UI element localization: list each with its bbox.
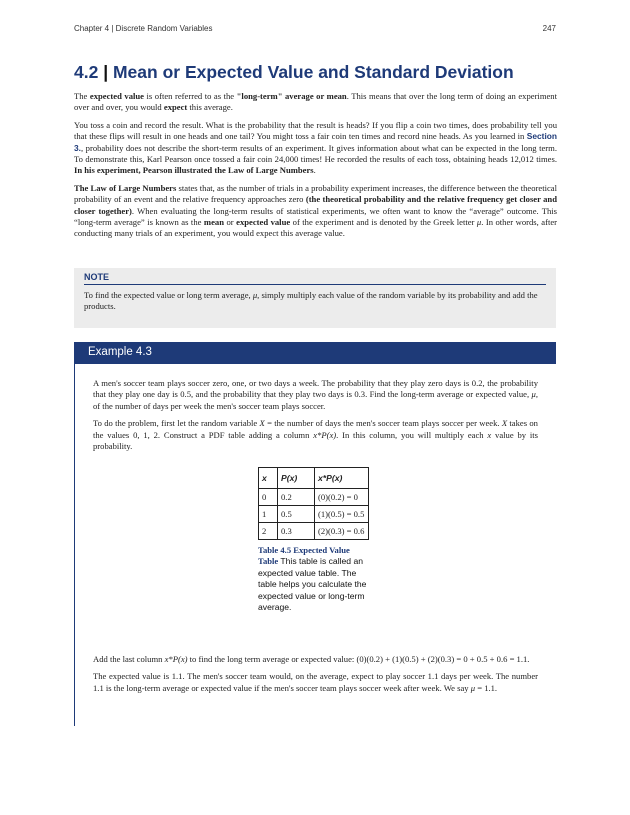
note-text: To find the expected value or long term average, μ, simply multiply each value of the random variable by its probability and add the products. xyxy=(84,290,538,312)
note-box xyxy=(74,268,556,328)
section-title xyxy=(74,62,574,83)
table-cell: 0 xyxy=(259,489,278,506)
table-caption-text: This table is called an expected value table. The table helps you calculate the expected value or long-term average. xyxy=(258,556,367,613)
table-row xyxy=(259,489,369,506)
table-caption-label: Table 4.5 Expected Value Table xyxy=(258,545,350,567)
table-header: x xyxy=(259,468,278,489)
table-cell: 1 xyxy=(259,506,278,523)
example-calculation: Add the last column x*P(x) to find the long term average or expected value: (0)(0.2) + (1)(0.5) + (2)(0.3) = 0 + 0.5 + 0.6 = 1.1. xyxy=(93,654,530,664)
section-3-link[interactable]: Section 3. xyxy=(74,131,557,153)
section-title-text: Mean or Expected Value and Standard Deviation xyxy=(112,62,514,82)
table-cell: (1)(0.5) = 0.5 xyxy=(315,506,369,523)
paragraph-coin-toss: You toss a coin and record the result. What is the probability that the result is heads? If you flip a coin two times, does probability tell you that these flips will result in one heads and one tail? You might toss a fair coin ten times and record nine heads. As you learned in Section 3., probability does not describe the short-term results of an experiment. It gives information about what can be expected in the long term. To demonstrate this, Karl Pearson once tossed a fair coin 24,000 times! He recorded the results of each toss, obtaining heads 12,012 times. In his experiment, Pearson illustrated the Law of Large Numbers. xyxy=(74,119,557,176)
example-conclusion: The expected value is 1.1. The men's soccer team would, on the average, expect to play soccer 1.1 days per week. The number 1.1 is the long-term average or expected value if the men's soccer team plays soccer week after week. We say μ = 1.1. xyxy=(93,671,538,693)
example-left-border xyxy=(74,364,75,726)
page-number: 247 xyxy=(542,24,556,33)
table-header-row xyxy=(259,468,369,489)
table-row xyxy=(259,523,369,540)
table-cell: 0.5 xyxy=(278,506,315,523)
example-title: Example 4.3 xyxy=(88,346,152,358)
example-problem: A men's soccer team plays soccer zero, one, or two days a week. The probability that they play zero days is 0.2, the probability that they play one day is 0.5, and the probability that they play two days is 0.3. Find the long-term average or expected value, μ, of the number of days per week the men's soccer team plays soccer. xyxy=(93,378,538,411)
table-cell: 0.3 xyxy=(278,523,315,540)
example-intro xyxy=(93,378,538,458)
table-cell: 0.2 xyxy=(278,489,315,506)
table-caption xyxy=(258,545,370,613)
paragraph-law-of-large-numbers: The Law of Large Numbers states that, as the number of trials in a probability experiment increases, the difference between the theoretical probability of an event and the relative frequency approaches zero (the theoretical probability and the relative frequency get closer and closer together). When evaluating the long-term results of statistical experiments, we often want to know the “average” outcome. This “long-term average” is known as the mean or expected value of the experiment and is denoted by the Greek letter μ. In other words, after conducting many trials of an experiment, you would expect this average value. xyxy=(74,182,558,239)
note-divider xyxy=(84,284,546,285)
table-header: P(x) xyxy=(278,468,315,489)
example-setup: To do the problem, first let the random variable X = the number of days the men's soccer team plays soccer per week. X takes on the values 0, 1, 2. Construct a PDF table adding a column x*P(x). In this column, you will multiply each x value by its probability. xyxy=(93,418,538,452)
example-header xyxy=(74,342,556,364)
intro-text xyxy=(74,91,557,246)
title-separator: | xyxy=(103,62,109,82)
paragraph-expected-value: The expected value is often referred to as the "long-term" average or mean. This means that over the long term of doing an experiment over and over, you would expect this average. xyxy=(74,91,557,113)
example-solution xyxy=(93,654,538,700)
expected-value-table xyxy=(258,467,369,540)
table-cell: (2)(0.3) = 0.6 xyxy=(315,523,369,540)
table-cell: (0)(0.2) = 0 xyxy=(315,489,369,506)
section-number: 4.2 xyxy=(74,62,99,82)
running-header-chapter: Chapter 4 | Discrete Random Variables xyxy=(74,24,213,33)
table-header: x*P(x) xyxy=(315,468,369,489)
table-cell: 2 xyxy=(259,523,278,540)
note-title: NOTE xyxy=(84,272,110,282)
table-row xyxy=(259,506,369,523)
